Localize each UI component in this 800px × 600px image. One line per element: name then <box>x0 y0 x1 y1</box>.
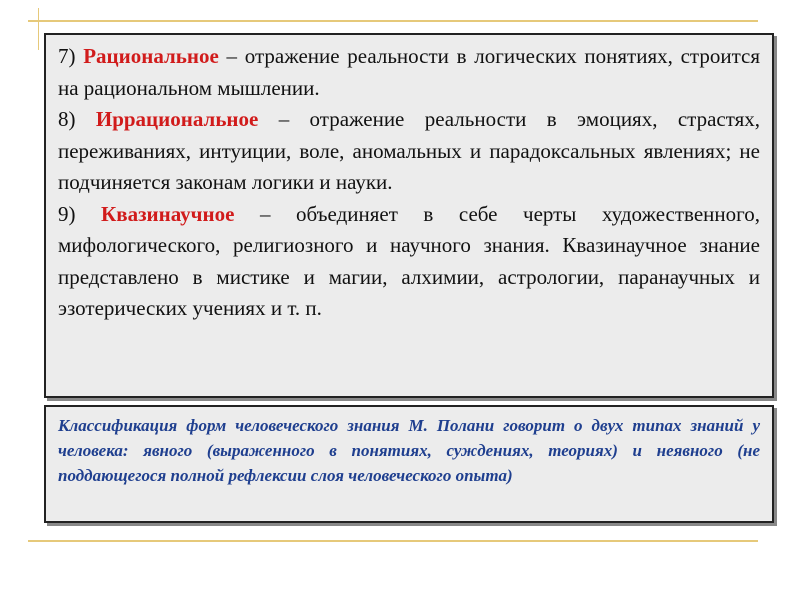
item-9-number: 9) <box>58 201 76 226</box>
item-8-number: 8) <box>58 107 76 131</box>
item-9 <box>58 199 760 325</box>
item-7-text: – отражение реальности в логических понятиях, строится на рациональном мышлении. <box>58 44 760 100</box>
decor-vertical-line <box>38 8 39 50</box>
decor-bottom-line <box>28 540 758 542</box>
item-8 <box>58 104 760 199</box>
note-box <box>44 405 774 523</box>
polanyi-note: Классификация форм человеческого знания М. Полани говорит о двух типах знаний у человека: явного (выраженного в понятиях, суждениях, теориях) и неявного (не поддающегося полной рефлексии слоя человеческого опыта) <box>58 416 760 485</box>
item-9-text: – объединяет в себе черты художественного, мифологического, религиозного и научного знания. Квазинаучное знание представлено в мистике и магии, алхимии, астрологии, паранаучных и эзотерических учениях и т. п. <box>58 201 760 320</box>
main-text-box <box>44 33 774 398</box>
item-7-number: 7) <box>58 44 76 68</box>
decor-top-line <box>28 20 758 22</box>
item-8-term: Иррациональное <box>95 107 259 131</box>
item-7 <box>58 41 760 104</box>
item-9-term: Квазинаучное <box>101 201 235 226</box>
item-7-term: Рациональное <box>83 44 219 68</box>
item-8-text: – отражение реальности в эмоциях, страстях, переживаниях, интуиции, воле, аномальных и парадоксальных явлениях; не подчиняется законам логики и науки. <box>58 107 761 194</box>
